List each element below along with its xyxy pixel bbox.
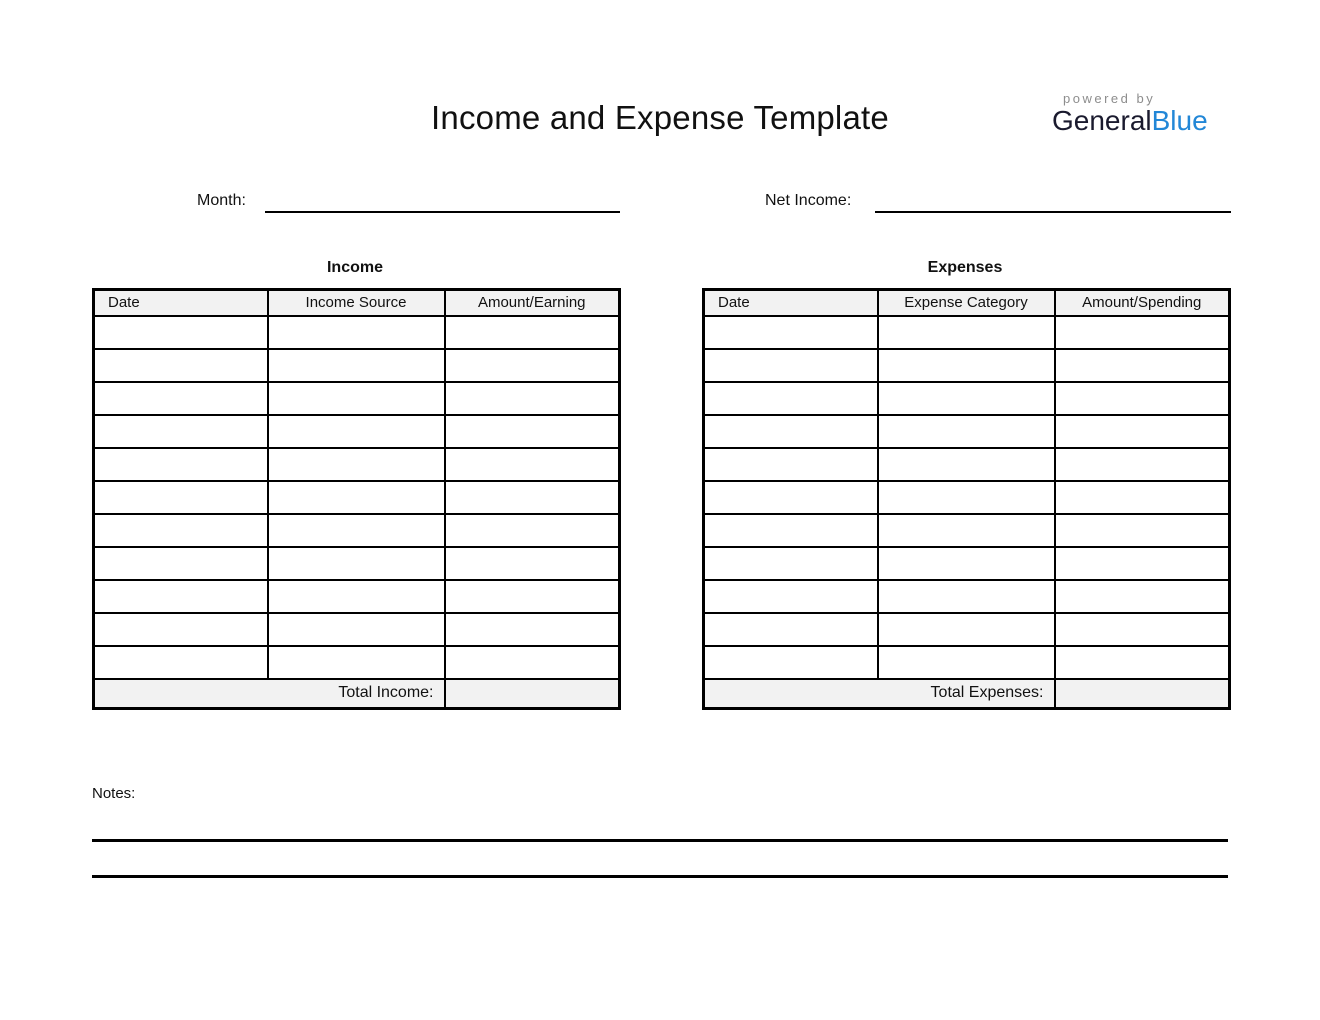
- income-date-cell[interactable]: [94, 646, 268, 679]
- expenses-category-cell[interactable]: [878, 547, 1055, 580]
- income-blank-row: [94, 316, 620, 349]
- income-amount-cell[interactable]: [445, 580, 620, 613]
- income-date-cell[interactable]: [94, 613, 268, 646]
- income-source-cell[interactable]: [268, 514, 445, 547]
- income-blank-row: [94, 349, 620, 382]
- expenses-category-cell[interactable]: [878, 646, 1055, 679]
- expenses-blank-row: [704, 448, 1230, 481]
- income-section-title: Income: [326, 259, 383, 276]
- brand-blue-text: Blue: [1151, 105, 1208, 136]
- expenses-column-header-amount: Amount/Spending: [1055, 290, 1230, 316]
- expenses-column-header-date: Date: [704, 290, 878, 316]
- income-blank-row: [94, 382, 620, 415]
- income-amount-cell[interactable]: [445, 415, 620, 448]
- income-date-cell[interactable]: [94, 349, 268, 382]
- expenses-amount-cell[interactable]: [1055, 481, 1230, 514]
- income-blank-row: [94, 613, 620, 646]
- income-blank-row: [94, 481, 620, 514]
- income-source-cell[interactable]: [268, 415, 445, 448]
- expenses-amount-cell[interactable]: [1055, 415, 1230, 448]
- expenses-header-row: [704, 290, 1230, 316]
- expenses-category-cell[interactable]: [878, 448, 1055, 481]
- income-column-header-amount: Amount/Earning: [445, 290, 620, 316]
- expenses-category-cell[interactable]: [878, 580, 1055, 613]
- powered-by-text: powered by: [1063, 91, 1156, 106]
- expenses-section-title: Expenses: [927, 259, 1003, 276]
- income-date-cell[interactable]: [94, 580, 268, 613]
- expenses-blank-row: [704, 646, 1230, 679]
- expenses-amount-cell[interactable]: [1055, 613, 1230, 646]
- expenses-table: [702, 288, 1231, 710]
- income-source-cell[interactable]: [268, 382, 445, 415]
- expenses-category-cell[interactable]: [878, 349, 1055, 382]
- income-header-row: [94, 290, 620, 316]
- income-source-cell[interactable]: [268, 646, 445, 679]
- income-date-cell[interactable]: [94, 481, 268, 514]
- expenses-date-cell[interactable]: [704, 481, 878, 514]
- month-input-line[interactable]: [265, 211, 620, 213]
- expenses-category-cell[interactable]: [878, 481, 1055, 514]
- income-source-cell[interactable]: [268, 580, 445, 613]
- income-source-cell[interactable]: [268, 448, 445, 481]
- expenses-amount-cell[interactable]: [1055, 349, 1230, 382]
- income-amount-cell[interactable]: [445, 349, 620, 382]
- income-source-cell[interactable]: [268, 547, 445, 580]
- income-source-cell[interactable]: [268, 316, 445, 349]
- income-date-cell[interactable]: [94, 514, 268, 547]
- income-total-label: Total Income:: [94, 679, 445, 709]
- expenses-total-value-cell[interactable]: [1055, 679, 1230, 709]
- generalblue-logo: [1052, 91, 1232, 137]
- income-date-cell[interactable]: [94, 316, 268, 349]
- expenses-total-row: [704, 679, 1230, 709]
- expenses-date-cell[interactable]: [704, 514, 878, 547]
- expenses-blank-row: [704, 349, 1230, 382]
- income-column-header-date: Date: [94, 290, 268, 316]
- expenses-category-cell[interactable]: [878, 514, 1055, 547]
- notes-input-line[interactable]: [92, 875, 1228, 878]
- income-blank-row: [94, 547, 620, 580]
- expenses-category-cell[interactable]: [878, 415, 1055, 448]
- expenses-blank-row: [704, 316, 1230, 349]
- expenses-blank-row: [704, 613, 1230, 646]
- income-amount-cell[interactable]: [445, 448, 620, 481]
- expenses-amount-cell[interactable]: [1055, 646, 1230, 679]
- expenses-blank-row: [704, 580, 1230, 613]
- expenses-date-cell[interactable]: [704, 547, 878, 580]
- income-source-cell[interactable]: [268, 481, 445, 514]
- expenses-category-cell[interactable]: [878, 613, 1055, 646]
- expenses-category-cell[interactable]: [878, 316, 1055, 349]
- net-income-input-line[interactable]: [875, 211, 1231, 213]
- expenses-date-cell[interactable]: [704, 415, 878, 448]
- brand-wordmark: [1052, 105, 1208, 136]
- expenses-blank-row: [704, 415, 1230, 448]
- expenses-date-cell[interactable]: [704, 316, 878, 349]
- expenses-date-cell[interactable]: [704, 646, 878, 679]
- income-blank-row: [94, 646, 620, 679]
- income-blank-row: [94, 415, 620, 448]
- income-amount-cell[interactable]: [445, 382, 620, 415]
- income-table: [92, 288, 621, 710]
- income-blank-row: [94, 448, 620, 481]
- expenses-amount-cell[interactable]: [1055, 448, 1230, 481]
- expenses-date-cell[interactable]: [704, 349, 878, 382]
- income-date-cell[interactable]: [94, 382, 268, 415]
- income-date-cell[interactable]: [94, 448, 268, 481]
- income-date-cell[interactable]: [94, 547, 268, 580]
- expenses-blank-row: [704, 514, 1230, 547]
- expenses-blank-row: [704, 481, 1230, 514]
- income-source-cell[interactable]: [268, 613, 445, 646]
- page-title: Income and Expense Template: [431, 99, 889, 136]
- expenses-blank-row: [704, 382, 1230, 415]
- income-date-cell[interactable]: [94, 415, 268, 448]
- income-blank-row: [94, 514, 620, 547]
- income-source-cell[interactable]: [268, 349, 445, 382]
- notes-label: Notes:: [92, 785, 136, 802]
- expenses-amount-cell[interactable]: [1055, 580, 1230, 613]
- income-blank-row: [94, 580, 620, 613]
- expenses-date-cell[interactable]: [704, 613, 878, 646]
- income-column-header-source: Income Source: [268, 290, 445, 316]
- income-amount-cell[interactable]: [445, 316, 620, 349]
- brand-general-text: General: [1052, 105, 1152, 136]
- expenses-date-cell[interactable]: [704, 382, 878, 415]
- expenses-blank-row: [704, 547, 1230, 580]
- income-total-row: [94, 679, 620, 709]
- expenses-amount-cell[interactable]: [1055, 316, 1230, 349]
- expenses-column-header-category: Expense Category: [878, 290, 1055, 316]
- expenses-date-cell[interactable]: [704, 580, 878, 613]
- income-amount-cell[interactable]: [445, 547, 620, 580]
- expenses-amount-cell[interactable]: [1055, 382, 1230, 415]
- expenses-amount-cell[interactable]: [1055, 547, 1230, 580]
- expenses-total-label: Total Expenses:: [704, 679, 1055, 709]
- month-label: Month:: [197, 192, 246, 209]
- notes-input-line[interactable]: [92, 839, 1228, 842]
- income-amount-cell[interactable]: [445, 613, 620, 646]
- expenses-category-cell[interactable]: [878, 382, 1055, 415]
- income-amount-cell[interactable]: [445, 514, 620, 547]
- income-amount-cell[interactable]: [445, 481, 620, 514]
- expenses-amount-cell[interactable]: [1055, 514, 1230, 547]
- income-total-value-cell[interactable]: [445, 679, 620, 709]
- expenses-date-cell[interactable]: [704, 448, 878, 481]
- income-amount-cell[interactable]: [445, 646, 620, 679]
- net-income-label: Net Income:: [765, 192, 852, 209]
